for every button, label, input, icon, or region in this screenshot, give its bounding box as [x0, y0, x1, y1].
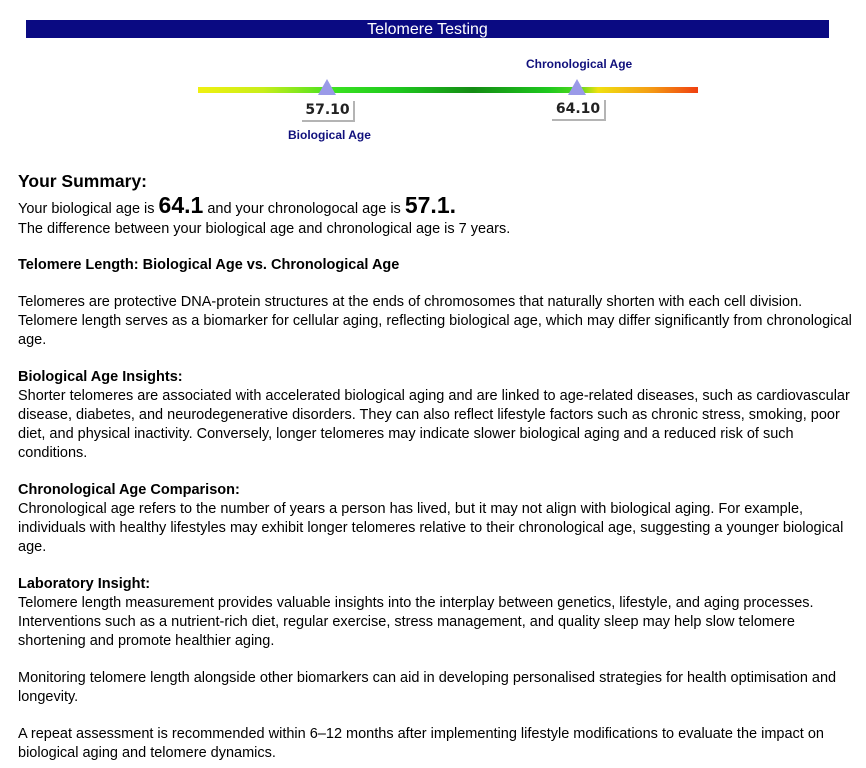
lab-insight-body: Telomere length measurement provides valuable insights into the interplay between genetics, lifestyle, and aging processes. Interventions such as a nutrient-rich diet, regular exercise, stress management, and quality sleep may help slow telomere shortening and promote healthier aging.: [18, 595, 814, 649]
chronological-age-label: Chronological Age: [526, 57, 633, 71]
chronological-age-summary-value: 57.1.: [404, 192, 456, 218]
chronological-age-value: 64.10: [552, 100, 606, 121]
chronological-age-marker-icon: [568, 79, 586, 95]
age-gradient-bar: [198, 87, 698, 93]
biological-age-value: 57.10: [302, 101, 355, 122]
age-gauge: [0, 0, 866, 150]
telomere-length-heading: Telomere Length: Biological Age vs. Chronological Age: [18, 257, 400, 273]
telomere-length-body: Telomeres are protective DNA-protein structures at the ends of chromosomes that naturally shorten with each cell division. Telomere length serves as a biomarker for cellular aging, reflecting biological age, which may differ significantly from chronological age.: [18, 294, 852, 348]
chrono-comparison-heading: Chronological Age Comparison:: [18, 482, 240, 498]
biological-age-marker-icon: [318, 79, 336, 95]
bio-insights-body: Shorter telomeres are associated with accelerated biological aging and are linked to age-related diseases, such as cardiovascular disease, diabetes, and neurodegenerative disorders. They can also reflect lifestyle factors such as chronic stress, smoking, poor diet, and physical inactivity. Conversely, longer telomeres may indicate slower biological aging and a reduced risk of such conditions.: [18, 388, 850, 461]
monitoring-body: Monitoring telomere length alongside other biomarkers can aid in developing personalised strategies for health optimisation and longevity.: [18, 670, 837, 705]
page-title: Telomere Testing: [26, 20, 829, 38]
chrono-comparison-body: Chronological age refers to the number of years a person has lived, but it may not align with biological aging. For example, individuals with healthy lifestyles may exhibit longer telomeres relative to their chronological age, suggesting a younger biological age.: [18, 501, 844, 555]
report-content: [18, 170, 858, 763]
summary-text-prefix: Your biological age is: [18, 201, 159, 217]
bio-insights-heading: Biological Age Insights:: [18, 369, 183, 385]
summary-heading: Your Summary:: [18, 171, 148, 191]
biological-age-label: Biological Age: [288, 128, 371, 142]
summary-ages-line: [18, 194, 858, 220]
summary-difference-line: The difference between your biological age and chronological age is 7 years.: [18, 221, 511, 237]
summary-text-middle: and your chronologocal age is: [203, 201, 405, 217]
lab-insight-heading: Laboratory Insight:: [18, 576, 151, 592]
biological-age-summary-value: 64.1: [158, 192, 204, 218]
repeat-assessment-body: A repeat assessment is recommended within 6–12 months after implementing lifestyle modifications to evaluate the impact on biological aging and telomere dynamics.: [18, 726, 824, 761]
